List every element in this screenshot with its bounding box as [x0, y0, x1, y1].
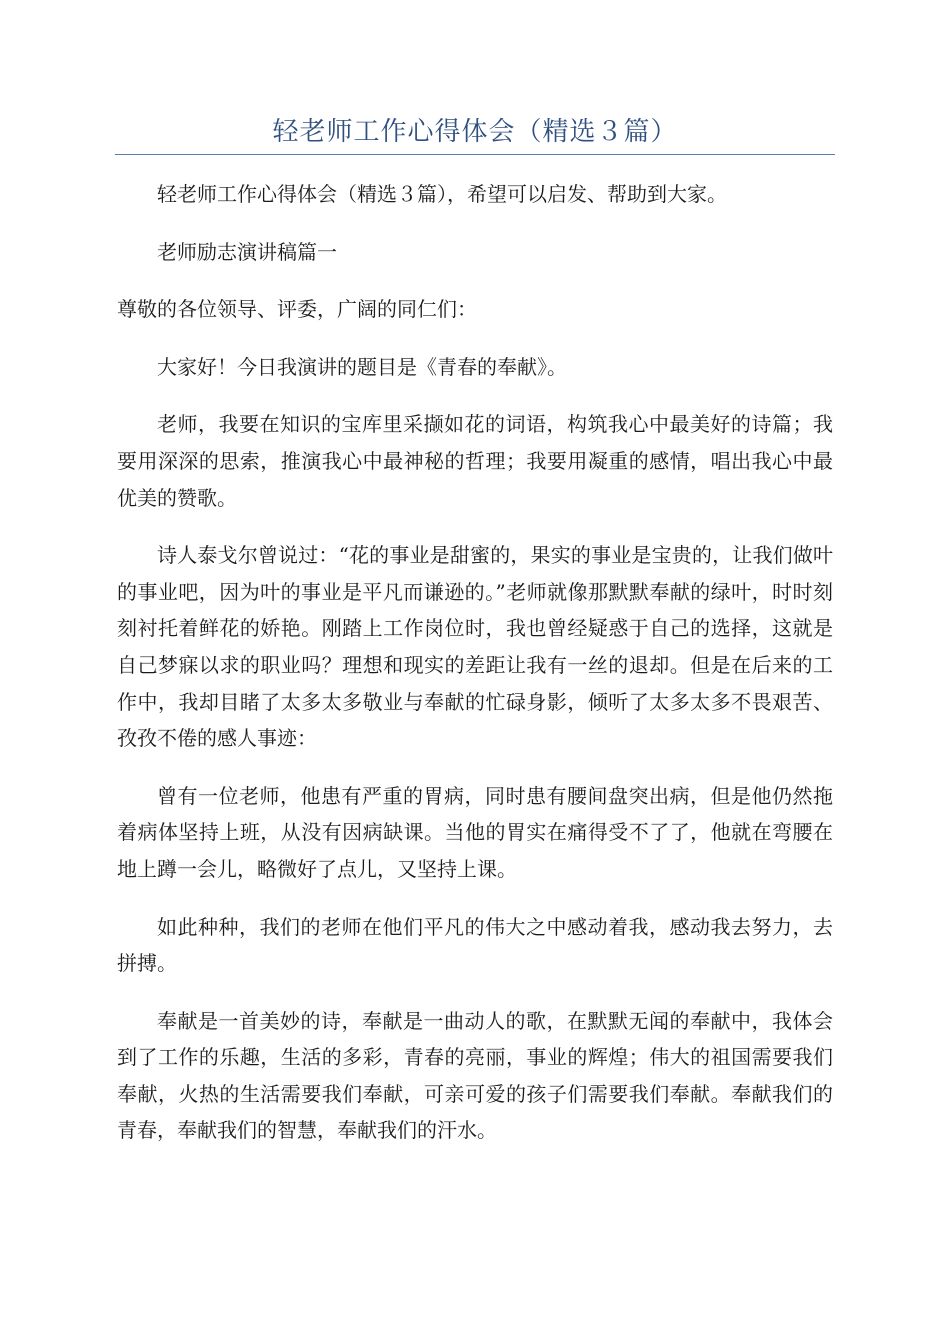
- paragraph-intro: 轻老师工作心得体会（精选３篇），希望可以启发、帮助到大家。: [157, 182, 727, 206]
- section-heading: 老师励志演讲稿篇一: [157, 239, 337, 264]
- title-underline: [115, 154, 835, 155]
- document-title: 轻老师工作心得体会（精选３篇）: [272, 117, 678, 147]
- paragraph-salutation: 尊敬的各位领导、评委，广阔的同仁们：: [117, 297, 477, 322]
- paragraph-body: 曾有一位老师，他患有严重的胃病，同时患有腰间盘突出病，但是他仍然拖着病体坚持上班，从没有因病缺课。当他的胃实在痛得受不了了，他就在弯腰在地上蹲一会儿，略微好了点儿，又坚持上课。: [117, 783, 833, 881]
- paragraph-body: 老师，我要在知识的宝库里采撷如花的词语，构筑我心中最美好的诗篇；我要用深深的思索，推演我心中最神秘的哲理；我要用凝重的感情，唱出我心中最优美的赞歌。: [117, 412, 833, 510]
- paragraph-body: 如此种种，我们的老师在他们平凡的伟大之中感动着我，感动我去努力，去拼搏。: [117, 914, 833, 976]
- paragraph-body: 诗人泰戈尔曾说过：“花的事业是甜蜜的，果实的事业是宝贵的，让我们做叶的事业吧，因为叶的事业是平凡而谦逊的。”老师就像那默默奉献的绿叶，时时刻刻衬托着鲜花的娇艳。刚踏上工作岗位时，我也曾经疑惑于自己的选择，这就是自己梦寐以求的职业吗？理想和现实的差距让我有一丝的退却。但是在后来的工作中，我却目睹了太多太多敬业与奉献的忙碌身影，倾听了太多太多不畏艰苦、孜孜不倦的感人事迹：: [117, 543, 833, 751]
- paragraph-body: 奉献是一首美妙的诗，奉献是一曲动人的歌，在默默无闻的奉献中，我体会到了工作的乐趣，生活的多彩，青春的亮丽，事业的辉煌；伟大的祖国需要我们奉献，火热的生活需要我们奉献，可亲可爱的孩子们需要我们奉献。奉献我们的青春，奉献我们的智慧，奉献我们的汗水。: [117, 1008, 833, 1143]
- paragraph-greeting: 大家好！今日我演讲的题目是《青春的奉献》。: [157, 354, 567, 379]
- document-body: [117, 176, 833, 1170]
